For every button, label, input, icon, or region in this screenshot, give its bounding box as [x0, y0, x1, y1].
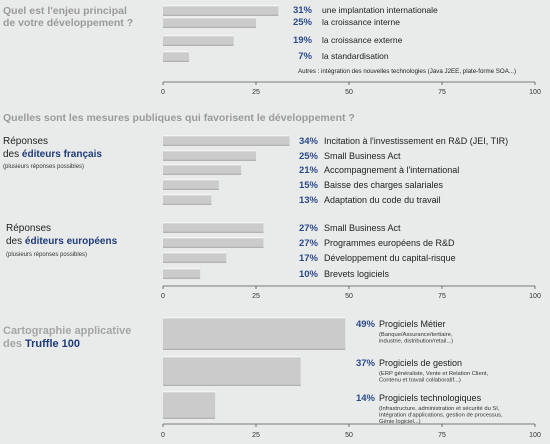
pct-label: 49% — [355, 319, 375, 330]
group-eu-label-line-2: des éditeurs européens — [6, 236, 118, 247]
bar-fr-shadow — [163, 174, 241, 175]
category-detail: Intégration d'applications, gestion de processus, — [379, 412, 503, 419]
pct-label: 17% — [298, 253, 318, 264]
s2b-bars — [163, 222, 456, 280]
bar-eu — [163, 268, 200, 279]
bar-eu-highlight — [163, 237, 263, 238]
pct-label: 31% — [292, 5, 312, 16]
s1-note: Autres : intégration des nouvelles technologies (Java J2EE, plate-forme SOA...) — [298, 68, 517, 75]
tick-label: 50 — [345, 293, 353, 300]
pct-label: 37% — [355, 358, 375, 369]
category-label: Small Business Act — [324, 223, 401, 233]
bar-cartographie-shadow — [163, 349, 345, 350]
s3-title-line-2: des Truffle 100 — [3, 338, 81, 350]
category-label: Brevets logiciels — [324, 269, 390, 279]
bar-fr — [163, 194, 211, 205]
category-label: la croissance externe — [322, 35, 403, 45]
bar-fr-highlight — [163, 164, 241, 165]
tick-label: 0 — [161, 432, 165, 439]
category-detail: Contenu et travail collaboratif...) — [379, 377, 461, 384]
bar-cartographie-highlight — [163, 356, 301, 357]
bar-enjeu — [163, 35, 234, 46]
group-fr-note: (plusieurs réponses possibles) — [3, 164, 85, 170]
bar-enjeu — [163, 51, 189, 62]
pct-label: 13% — [298, 195, 318, 206]
category-label: la standardisation — [322, 51, 389, 61]
category-label: Accompagnement à l'international — [324, 165, 460, 175]
tick-label: 100 — [529, 293, 541, 300]
bar-eu — [163, 237, 263, 248]
q1-title-line-2: de votre développement ? — [3, 17, 134, 29]
bar-fr-shadow — [163, 145, 289, 146]
tick-label: 75 — [438, 89, 446, 96]
category-detail: (Banque/Assurance/tertiaire, — [379, 332, 453, 338]
group-fr-label-line-1: Réponses — [3, 136, 49, 147]
s1-axis — [161, 82, 541, 96]
bar-fr-highlight — [163, 194, 211, 195]
bar-enjeu-highlight — [163, 51, 189, 52]
pct-label: 25% — [292, 17, 312, 28]
q1-title-line-1: Quel est l'enjeu principal — [3, 5, 127, 17]
category-detail: (ERP généraliste, Vente et Relation Client, — [379, 371, 489, 377]
category-detail: industrie, distribution/retail...) — [379, 338, 454, 345]
s3-title-line-1: Cartographie applicative — [3, 325, 132, 337]
tick-label: 0 — [161, 293, 165, 300]
bar-fr — [163, 150, 256, 161]
bar-eu-highlight — [163, 222, 263, 223]
pct-label: 19% — [292, 35, 312, 46]
tick-label: 25 — [252, 293, 260, 300]
bar-cartographie-shadow — [163, 385, 301, 386]
pct-label: 15% — [298, 180, 318, 191]
bar-enjeu-highlight — [163, 17, 256, 18]
category-label: Adaptation du code du travail — [324, 195, 441, 205]
tick-label: 25 — [252, 89, 260, 96]
category-label: Développement du capital-risque — [324, 253, 456, 263]
category-label: Progiciels technologiques — [379, 393, 482, 403]
q2-title: Quelles sont les mesures publiques qui favorisent le développement ? — [3, 112, 355, 124]
pct-label: 27% — [298, 238, 318, 249]
tick-label: 0 — [161, 89, 165, 96]
bar-fr-highlight — [163, 150, 256, 151]
pct-label: 14% — [355, 393, 375, 404]
bar-fr-shadow — [163, 160, 256, 161]
category-label: une implantation internationale — [322, 5, 438, 15]
pct-label: 7% — [298, 51, 312, 62]
bar-cartographie-highlight — [163, 391, 215, 392]
pct-label: 27% — [298, 223, 318, 234]
bar-cartographie — [163, 391, 215, 419]
bar-eu — [163, 252, 226, 263]
bar-enjeu — [163, 5, 278, 16]
bar-eu-shadow — [163, 278, 200, 279]
category-label: Small Business Act — [324, 151, 401, 161]
tick-label: 75 — [438, 293, 446, 300]
bar-fr-highlight — [163, 179, 219, 180]
group-eu-note: (plusieurs réponses possibles) — [6, 252, 88, 258]
bar-fr — [163, 179, 219, 190]
tick-label: 100 — [529, 89, 541, 96]
s1-bars — [163, 5, 438, 62]
category-label: la croissance interne — [322, 17, 400, 27]
category-label: Progiciels de gestion — [379, 358, 463, 368]
category-detail: (Infrastructure, administration et sécurité du SI, — [379, 406, 500, 412]
bar-enjeu-shadow — [163, 45, 234, 46]
pct-label: 25% — [298, 151, 318, 162]
bar-fr-shadow — [163, 189, 219, 190]
category-label: Incitation à l'investissement en R&D (JEI, TIR) — [324, 136, 509, 146]
bar-cartographie — [163, 356, 301, 386]
group-fr-label-line-2: des éditeurs français — [3, 149, 102, 160]
bar-fr — [163, 135, 289, 146]
pct-label: 10% — [298, 269, 318, 280]
bar-fr-shadow — [163, 204, 211, 205]
pct-label: 34% — [298, 136, 318, 147]
bar-enjeu-shadow — [163, 27, 256, 28]
bar-eu-highlight — [163, 252, 226, 253]
tick-label: 25 — [252, 432, 260, 439]
bar-cartographie — [163, 317, 345, 350]
s2-axis — [161, 286, 541, 300]
s3-axis — [161, 424, 541, 439]
group-eu-label-line-1: Réponses — [6, 223, 52, 234]
category-label: Programmes européens de R&D — [324, 238, 455, 248]
bar-eu — [163, 222, 263, 233]
tick-label: 50 — [345, 432, 353, 439]
bar-eu-shadow — [163, 262, 226, 263]
s3-bars — [163, 317, 503, 425]
bar-enjeu-highlight — [163, 5, 278, 6]
bar-enjeu-shadow — [163, 15, 278, 16]
s2a-bars — [163, 135, 508, 206]
bar-eu-shadow — [163, 247, 263, 248]
bar-eu-highlight — [163, 268, 200, 269]
pct-label: 21% — [298, 165, 318, 176]
bar-fr-highlight — [163, 135, 289, 136]
category-label: Baisse des charges salariales — [324, 180, 444, 190]
tick-label: 75 — [438, 432, 446, 439]
bar-cartographie-highlight — [163, 317, 345, 318]
category-detail: Génie logiciel...) — [379, 419, 421, 425]
tick-label: 50 — [345, 89, 353, 96]
bar-enjeu-shadow — [163, 61, 189, 62]
bar-eu-shadow — [163, 232, 263, 233]
bar-enjeu-highlight — [163, 35, 234, 36]
tick-label: 100 — [529, 432, 541, 439]
bar-enjeu — [163, 17, 256, 28]
category-label: Progiciels Métier — [379, 319, 446, 329]
bar-fr — [163, 164, 241, 175]
bar-cartographie-shadow — [163, 418, 215, 419]
